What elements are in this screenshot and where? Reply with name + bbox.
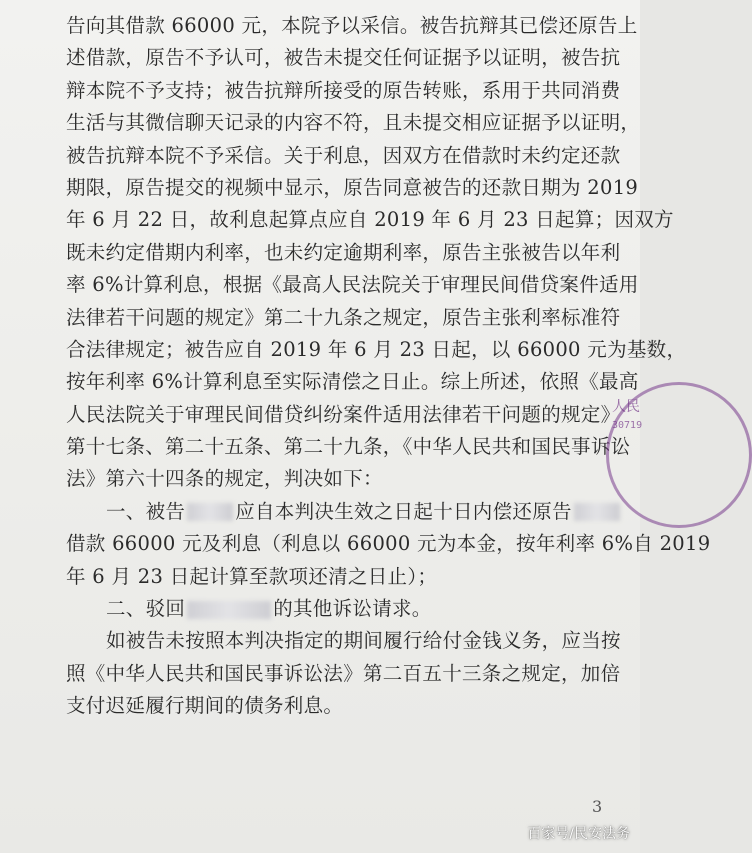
text-line: 述借款，原告不予认可，被告未提交任何证据予以证明，被告抗 bbox=[66, 46, 621, 70]
text-line: 期限，原告提交的视频中显示，原告同意被告的还款日期为 2019 bbox=[66, 175, 639, 199]
text-line: 照《中华人民共和国民事诉讼法》第二百五十三条之规定，加倍 bbox=[66, 661, 621, 685]
judgment-item-2-suffix: 的其他诉讼请求。 bbox=[273, 597, 432, 621]
text-line: 如被告未按照本判决指定的期间履行给付金钱义务，应当按 bbox=[106, 629, 621, 653]
text-line: 率 6%计算利息，根据《最高人民法院关于审理民间借贷案件适用 bbox=[66, 273, 639, 297]
text-line: 合法律规定；被告应自 2019 年 6 月 23 日起，以 66000 元为基数， bbox=[66, 337, 687, 361]
text-line: 第十七条、第二十五条、第二十九条，《中华人民共和国民事诉讼 bbox=[66, 435, 631, 459]
redacted-name bbox=[187, 601, 271, 619]
court-seal-number: 30719 bbox=[612, 420, 643, 431]
judgment-item-2-prefix: 二、驳回 bbox=[106, 597, 186, 621]
text-line: 法》第六十四条的规定，判决如下： bbox=[66, 467, 383, 491]
text-line: 法律若干问题的规定》第二十九条之规定，原告主张利率标准符 bbox=[66, 305, 621, 329]
text-line: 年 6 月 23 日起计算至款项还清之日止）； bbox=[66, 564, 438, 588]
judgment-item-1-middle: 应自本判决生效之日起十日内偿还原告 bbox=[235, 499, 572, 523]
redacted-name bbox=[187, 503, 233, 521]
text-line: 被告抗辩本院不予采信。关于利息，因双方在借款时未约定还款 bbox=[66, 143, 621, 167]
text-line: 辩本院不予支持；被告抗辩所接受的原告转账，系用于共同消费 bbox=[66, 78, 621, 102]
text-line: 生活与其微信聊天记录的内容不符，且未提交相应证据予以证明， bbox=[66, 111, 641, 135]
judgment-item-1-prefix: 一、被告 bbox=[106, 499, 186, 523]
redacted-name bbox=[574, 503, 620, 521]
watermark: 百家号/民安法务 bbox=[527, 826, 630, 842]
text-line: 按年利率 6%计算利息至实际清偿之日止。综上所述，依照《最高 bbox=[66, 370, 639, 394]
judgment-item-2 bbox=[66, 593, 612, 625]
court-seal-text: 人民 bbox=[612, 399, 640, 415]
text-line: 支付迟延履行期间的债务利息。 bbox=[66, 694, 344, 718]
text-line: 既未约定借期内利率，也未约定逾期利率，原告主张被告以年利 bbox=[66, 240, 621, 264]
text-line: 年 6 月 22 日，故利息起算点应自 2019 年 6 月 23 日起算；因双方 bbox=[66, 208, 674, 232]
text-line: 人民法院关于审理民间借贷纠纷案件适用法律若干问题的规定》 bbox=[66, 402, 621, 426]
text-line: 告向其借款 66000 元，本院予以采信。被告抗辩其已偿还原告上 bbox=[66, 14, 638, 37]
judgment-item-1 bbox=[66, 496, 612, 528]
page-number: 3 bbox=[592, 797, 603, 816]
text-line: 借款 66000 元及利息（利息以 66000 元为本金，按年利率 6%自 2019 bbox=[66, 532, 711, 556]
court-seal bbox=[606, 382, 643, 454]
